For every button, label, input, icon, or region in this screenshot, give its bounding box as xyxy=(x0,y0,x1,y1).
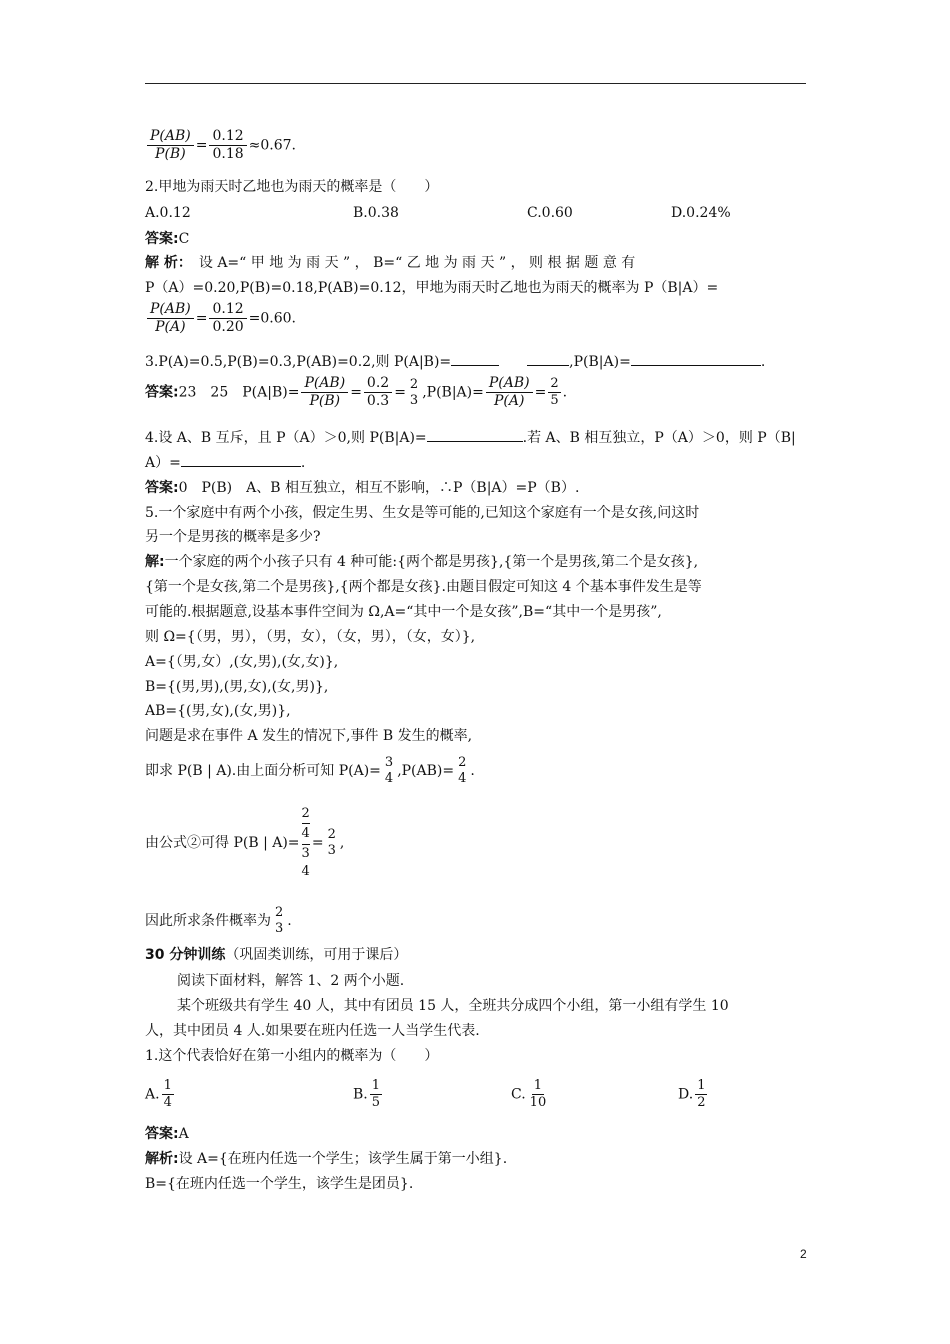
page-number: 2 xyxy=(800,1247,807,1261)
question-5-solution3: 可能的.根据题意,设基本事件空间为 Ω,A=“其中一个是女孩”,B=“其中一个是男孩”, xyxy=(145,604,662,620)
header-rule xyxy=(145,83,806,84)
option-d: D. $\frac{1}{2}$ xyxy=(678,1078,706,1110)
option-a: A.0.12 xyxy=(145,205,191,221)
question-5-solution8: 问题是求在事件 A 发生的情况下,事件 B 发生的概率, xyxy=(145,728,473,744)
question-5-stem2: 另一个是男孩的概率是多少? xyxy=(145,529,321,545)
question-5-solution9: 即求 P(B | A).由上面分析可知 P(A)= 3 4 ,P(AB)= 2 4 . xyxy=(145,755,475,786)
section-intro: 阅读下面材料，解答 1、2 两个小题. xyxy=(177,973,405,989)
continued-formula: $\frac{P(AB)}{P(B)}$ = $\frac{0.12}{0.18}$ ≈0.67. xyxy=(145,128,296,163)
question-5-conclusion: 因此所求条件概率为 2 3 . xyxy=(145,905,292,936)
option-d: D.0.24% xyxy=(671,205,731,221)
fraction: $\frac{P(AB)}{P(B)}$ xyxy=(147,128,194,163)
question-4-line2: A）= . xyxy=(145,452,305,473)
fraction: $\frac{1}{5}$ xyxy=(371,1078,381,1110)
question-5-stem1: 5.一个家庭中有两个小孩，假定生男、生女是等可能的,已知这个家庭有一个是女孩,问这时 xyxy=(145,505,700,521)
section-question-1-analysis2: B={在班内任选一个学生，该学生是团员}. xyxy=(145,1176,414,1192)
fraction: $\frac{1}{2}$ xyxy=(697,1078,706,1110)
fraction: $\frac{P(AB)}{P(B)}$ xyxy=(301,375,348,410)
option-c: C. $\frac{1}{10}$ xyxy=(511,1078,547,1110)
section-material1: 某个班级共有学生 40 人，其中有团员 15 人，全班共分成四个小组，第一小组有学生 10 xyxy=(177,998,729,1014)
fraction: $\frac{2}{5}$ xyxy=(550,376,559,408)
section-question-1-options xyxy=(145,1078,806,1118)
fraction: 2 3 xyxy=(409,376,419,408)
fraction: $\frac{P(AB)}{P(A)}$ xyxy=(486,375,533,410)
question-4-answer: 答案:0 P(B) A、B 相互独立，相互不影响，∴P（B|A）=P（B）. xyxy=(145,480,580,496)
section-heading: 30 分钟训练（巩固类训练，可用于课后） xyxy=(145,947,408,963)
fraction: 2 3 xyxy=(327,827,336,858)
fraction: $\frac{0.12}{0.20}$ xyxy=(209,301,246,336)
question-2-analysis-line2: P（A）=0.20,P(B)=0.18,P(AB)=0.12，甲地为雨天时乙地也为雨天的概率为 P（B|A）= xyxy=(145,280,719,296)
compound-fraction: 2 4 3 4 xyxy=(301,806,310,879)
fraction: $\frac{0.2}{0.3}$ xyxy=(364,375,392,410)
fraction: $\frac{P(AB)}{P(A)}$ xyxy=(147,301,194,336)
question-5-solution2: {第一个是女孩,第二个是男孩},{两个都是女孩}.由题目假定可知这 4 个基本事件发生是等 xyxy=(145,579,702,595)
question-3-stem: 3.P(A)=0.5,P(B)=0.3,P(AB)=0.2,则 P(A|B)= ,P(B|A)= . xyxy=(145,351,765,372)
question-5-solution5: A={（男,女）,(女,男),(女,女)}, xyxy=(145,654,339,670)
section-material2: 人，其中团员 4 人.如果要在班内任选一人当学生代表. xyxy=(145,1023,480,1039)
question-2-analysis-line1: 解 析： 设 A=“ 甲 地 为 雨 天 ” ， B=“ 乙 地 为 雨 天 ” ， 则 根 据 题 意 有 xyxy=(145,255,636,271)
question-5-solution10: 由公式②可得 P(B | A)= 2 4 3 4 = 2 3 , xyxy=(145,806,345,879)
option-b: B.0.38 xyxy=(353,205,399,221)
section-question-1-answer: 答案:A xyxy=(145,1126,189,1142)
fraction: 3 4 xyxy=(384,755,394,786)
question-5-solution1: 解:一个家庭的两个小孩子只有 4 种可能:{两个都是男孩},{第一个是男孩,第二个是女孩}, xyxy=(145,554,699,570)
fraction: $\frac{1}{4}$ xyxy=(163,1078,172,1110)
question-5-solution6: B={(男,男),(男,女),(女,男)}, xyxy=(145,679,329,695)
fraction: $\frac{1}{10}$ xyxy=(529,1078,547,1110)
section-question-1-analysis1: 解析:设 A={在班内任选一个学生；该学生属于第一小组}. xyxy=(145,1151,508,1167)
question-3-answer: 答案:23 25 P(A|B)= $\frac{P(AB)}{P(B)}$ = $\frac{0.2}{0.3}$ = 2 3 ,P(B|A)= $\frac{P(AB)}{P(A)}$ = $\frac{2}{5}$ . xyxy=(145,375,568,409)
fraction: 2 3 xyxy=(275,905,284,936)
question-2-answer: 答案:C xyxy=(145,231,190,247)
fraction: 2 4 xyxy=(458,755,467,786)
question-5-solution4: 则 Ω={（男，男），（男，女），（女，男），（女，女）}, xyxy=(145,629,476,645)
option-b: B. $\frac{1}{5}$ xyxy=(353,1078,381,1110)
section-question-1-stem: 1.这个代表恰好在第一小组内的概率为（ ） xyxy=(145,1048,439,1064)
option-c: C.0.60 xyxy=(527,205,573,221)
question-2-analysis-formula: $\frac{P(AB)}{P(A)}$ = $\frac{0.12}{0.20}$ =0.60. xyxy=(145,301,296,336)
fraction: $\frac{0.12}{0.18}$ xyxy=(209,128,246,163)
question-5-solution7: AB={(男,女),(女,男)}, xyxy=(145,703,291,719)
question-4-line1: 4.设 A、B 互斥，且 P（A）＞0,则 P(B|A)= .若 A、B 相互独立，P（A）＞0，则 P（B| xyxy=(145,427,796,448)
option-a: A. $\frac{1}{4}$ xyxy=(145,1078,172,1110)
question-2-stem: 2.甲地为雨天时乙地也为雨天的概率是（ ） xyxy=(145,179,439,195)
